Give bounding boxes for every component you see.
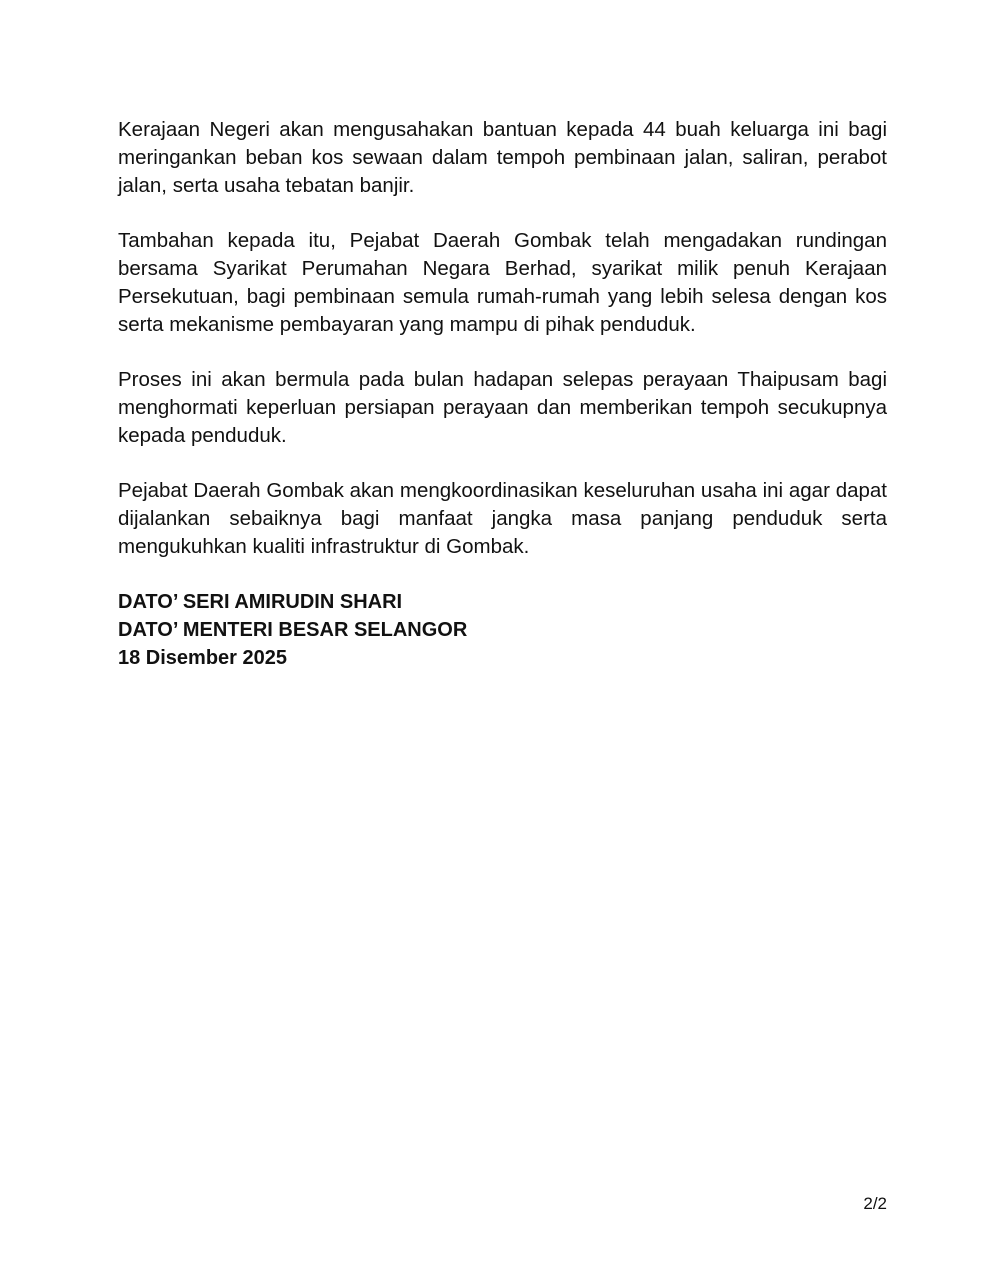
- page-number: 2/2: [863, 1194, 887, 1213]
- document-body: [118, 116, 887, 672]
- document-date: 18 Disember 2025: [118, 647, 288, 669]
- paragraph-housing-negotiation: Tambahan kepada itu, Pejabat Daerah Gombak telah mengadakan rundingan bersama Syarikat Perumahan Negara Berhad, syarikat milik penuh Kerajaan Persekutuan, bagi pembinaan semula rumah-rumah yang lebih selesa dengan kos serta mekanisme pembayaran yang mampu di pihak penduduk.: [118, 229, 887, 336]
- signatory-title: DATO’ MENTERI BESAR SELANGOR: [118, 619, 468, 641]
- signatory-name: DATO’ SERI AMIRUDIN SHARI: [118, 591, 403, 613]
- signature-block: [118, 588, 887, 672]
- paragraph-coordination: Pejabat Daerah Gombak akan mengkoordinasikan keseluruhan usaha ini agar dapat dijalankan sebaiknya bagi manfaat jangka masa panjang penduduk serta mengukuhkan kualiti infrastruktur di Gombak.: [118, 479, 887, 558]
- paragraph-relief-assistance: Kerajaan Negeri akan mengusahakan bantuan kepada 44 buah keluarga ini bagi meringankan beban kos sewaan dalam tempoh pembinaan jalan, saliran, perabot jalan, serta usaha tebatan banjir.: [118, 118, 887, 197]
- paragraph-process-timeline: Proses ini akan bermula pada bulan hadapan selepas perayaan Thaipusam bagi menghormati keperluan persiapan perayaan dan memberikan tempoh secukupnya kepada penduduk.: [118, 368, 887, 447]
